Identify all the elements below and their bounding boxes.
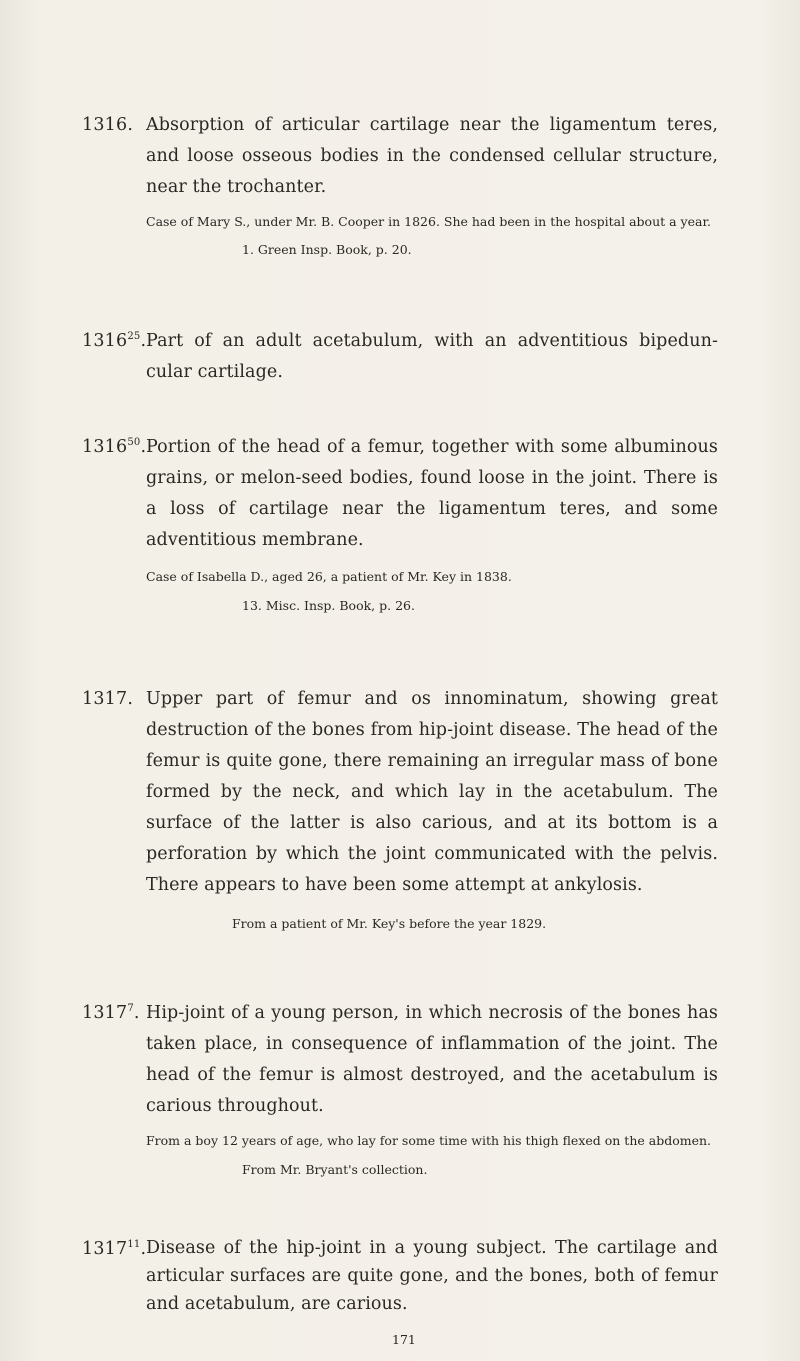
catalogue-entry-1316: [82, 110, 718, 260]
entry-number: 1317.: [82, 689, 134, 709]
entry-number: 1316.: [82, 115, 134, 135]
entry-description: Part of an adult acetabulum, with an adventitious bipedun-cular cartilage.: [146, 331, 718, 382]
entry-reference: 1. Green Insp. Book, p. 20.: [242, 242, 412, 257]
entry-description: Upper part of femur and os innominatum, showing great destruction of the bones from hip-joint disease. The head of the femur is quite gone, there remaining an irregular mass of bone formed by the neck, and which lay in the acetabulum. The surface of the latter is also carious, and at its bottom is a perforation by which the joint communicated with the pelvis. There appears to have been some attempt at ankylosis.: [146, 689, 718, 895]
entry-case-note: From a patient of Mr. Key's before the year 1829.: [232, 916, 547, 931]
entry-description: Absorption of articular cartilage near the ligamentum teres, and loose osseous bodies in the condensed cellular structure, near the trochanter.: [146, 115, 718, 197]
catalogue-entry-1316-50: [82, 432, 718, 616]
catalogue-entry-1317: [82, 684, 718, 934]
entry-number: 1317$^{11}$.: [82, 1239, 147, 1259]
entry-reference: From Mr. Bryant's collection.: [242, 1162, 428, 1177]
entry-reference: 13. Misc. Insp. Book, p. 26.: [242, 598, 415, 613]
entry-number: 1316$^{50}$.: [82, 437, 147, 457]
entry-description: Hip-joint of a young person, in which necrosis of the bones has taken place, in consequence of inflammation of the joint. The head of the femur is almost destroyed, and the acetabulum is carious throughout.: [146, 1003, 718, 1116]
entry-number: 1316$^{25}$.: [82, 331, 147, 351]
catalogue-entry-1316-25: [82, 326, 718, 388]
page-number: 171: [392, 1332, 416, 1347]
catalogue-entry-1317-11: [82, 1234, 718, 1318]
catalogue-entry-1317-7: [82, 998, 718, 1180]
entry-case-note: From a boy 12 years of age, who lay for some time with his thigh flexed on the abdomen.: [146, 1133, 711, 1148]
entry-case-note: Case of Isabella D., aged 26, a patient of Mr. Key in 1838.: [146, 569, 512, 584]
entry-description: Portion of the head of a femur, together with some albuminous grains, or melon-seed bodies, found loose in the joint. There is a loss of cartilage near the ligamentum teres, and some adventitious membrane.: [146, 437, 718, 550]
entry-description: Disease of the hip-joint in a young subject. The cartilage and articular surfaces are quite gone, and the bones, both of femur and acetabulum, are carious.: [146, 1238, 718, 1314]
entry-case-note: Case of Mary S., under Mr. B. Cooper in 1826. She had been in the hospital about a year.: [146, 214, 712, 229]
entry-number: 1317$^7$.: [82, 1003, 140, 1023]
